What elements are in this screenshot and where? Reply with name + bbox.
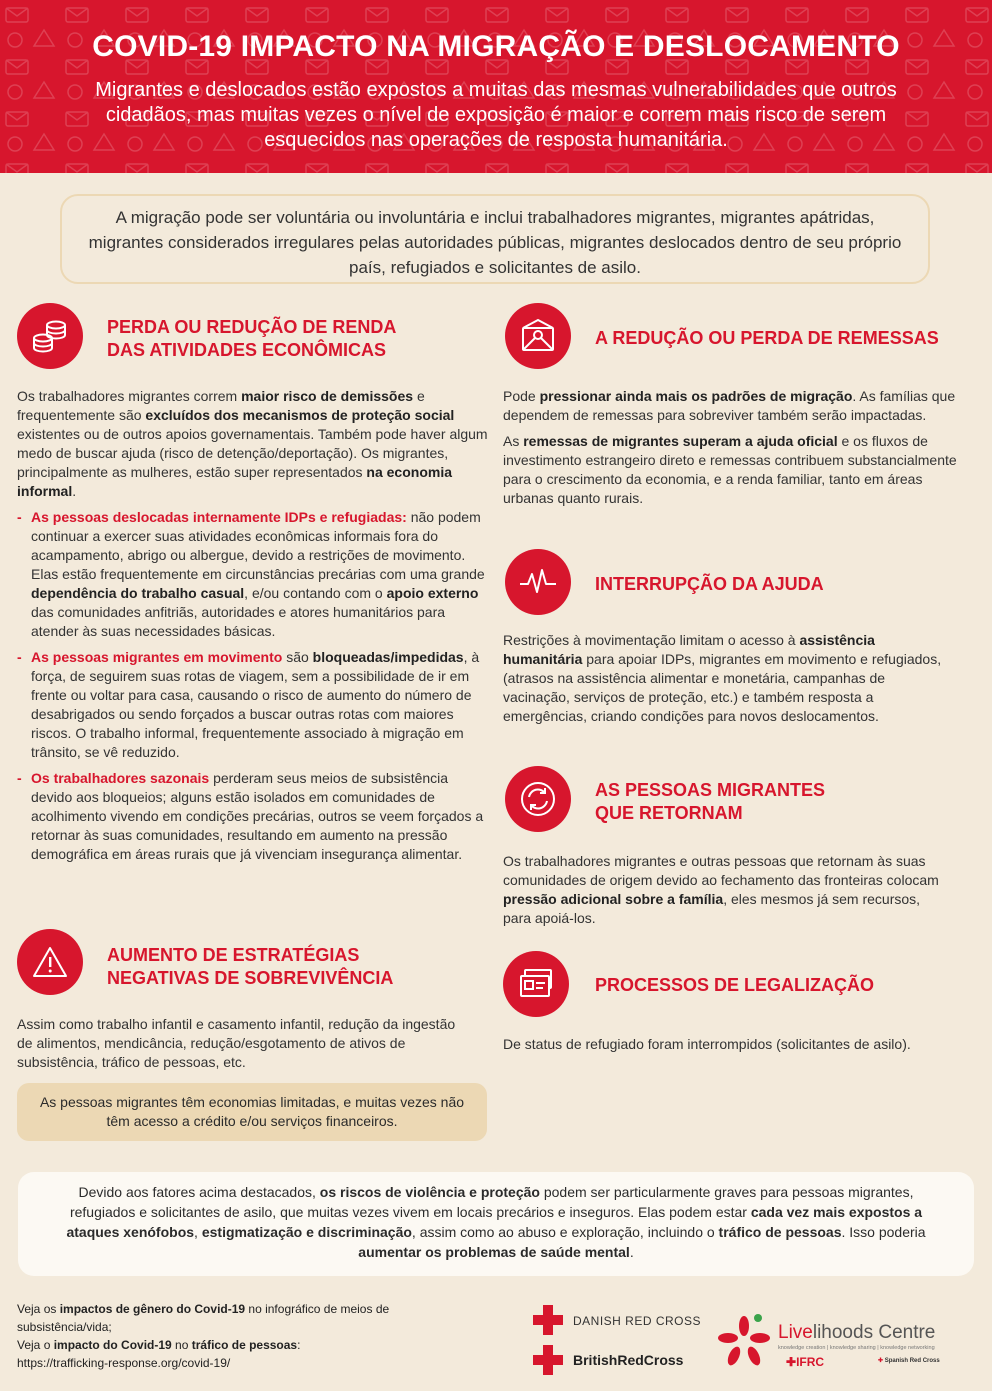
- section-body-remittances: [503, 387, 973, 515]
- livelihoods-centre-tagline: knowledge creation | knowledge sharing | knowledge networking: [778, 1345, 935, 1351]
- livelihoods-centre-logo: [714, 1312, 774, 1372]
- bullet-migrants-moving: - As pessoas migrantes em movimento são bloqueadas/impedidas, à força, de seguirem suas rotas de viagem, sem a possibilidade de ir em frente ou voltar para casa, causando o risco de aumento do número de desabrigados ou sendo forçados a buscar outras rotas com maiores riscos. O trabalho informal, frequentemente associado à migração em trânsito, se vê reduzido.: [17, 649, 480, 760]
- section-title-income: [107, 316, 396, 362]
- envelope-icon: [505, 303, 571, 369]
- livelihoods-centre-label: Livelihoods Centre: [778, 1322, 936, 1343]
- danish-red-cross-label: DANISH RED CROSS: [573, 1314, 702, 1328]
- danish-red-cross-logo: [533, 1305, 563, 1335]
- id-card-icon: [503, 951, 569, 1017]
- section-title-legalization: PROCESSOS DE LEGALIZAÇÃO: [595, 975, 875, 995]
- section-title-aid: INTERRUPÇÃO DA AJUDA: [595, 574, 824, 594]
- paragraph: As remessas de migrantes superam a ajuda oficial e os fluxos de investimento estrangeiro direto e remessas contribuem substancialmente para o crescimento da economia, e a renda familiar, tanto em áreas urbanas quanto rurais.: [503, 433, 957, 506]
- title-line: NEGATIVAS DE SOBREVIVÊNCIA: [107, 968, 394, 988]
- section-body-returning: [503, 852, 943, 935]
- reference-link[interactable]: https://trafficking-response.org/covid-19/: [17, 1356, 231, 1370]
- intro-box: A migração pode ser voluntária ou involuntária e inclui trabalhadores migrantes, migrantes apátridas, migrantes considerados irregulares pelas autoridades públicas, migrantes deslocados dentro de seu próprio país, refugiados e solicitantes de asilo.: [60, 194, 930, 284]
- coins-icon: [17, 303, 83, 369]
- page-subtitle: Migrantes e deslocados estão expostos a muitas das mesmas vulnerabilidades que outros cidadãos, mas muitas vezes o nível de exposição é maior e correm mais risco de serem esquecidos nas operações de resposta humanitária.: [95, 79, 897, 151]
- ifrc-label: ✚IFRC: [786, 1355, 825, 1369]
- conclusion-box: Devido aos fatores acima destacados, os riscos de violência e proteção podem ser particularmente graves para pessoas migrantes, refugiados e solicitantes de asilo, que muitas vezes vivem em locais precários e inseguros. Elas podem estar cada vez mais expostos a ataques xenófobos, estigmatização e discriminação, assim como ao abuso e exploração, incluindo o tráfico de pessoas. Isso poderia aumentar os problemas de saúde mental.: [18, 1172, 974, 1276]
- return-arrows-icon: [505, 766, 571, 832]
- page-title: COVID-19 IMPACTO NA MIGRAÇÃO E DESLOCAMENTO: [92, 30, 900, 63]
- footer-references: [17, 1300, 437, 1372]
- section-body-income: [17, 387, 489, 871]
- paragraph: Os trabalhadores migrantes e outras pessoas que retornam às suas comunidades de origem devido ao fechamento das fronteiras colocam pressão adicional sobre a família, eles mesmos já sem recursos, para apoiá-los.: [503, 853, 939, 926]
- section-body-strategies: Assim como trabalho infantil e casamento infantil, redução da ingestão de alimentos, mendicância, redução/esgotamento de ativos de subsistência, tráfico de pessoas, etc.: [17, 1016, 456, 1070]
- paragraph: Pode pressionar ainda mais os padrões de migração. As famílias que dependem de remessas para sobreviver também serão impactadas.: [503, 388, 956, 423]
- bullet-idps: - As pessoas deslocadas internamente IDPs e refugiadas: não podem continuar a exercer suas atividades econômicas informais fora do acampamento, abrigo ou albergue, devido a restrições de movimento. Elas estão frequentemente em circunstâncias precárias com uma grande dependência do trabalho casual, e/ou contando com o apoio externo das comunidades anfitriãs, autoridades e atores humanitários para atender às suas necessidades básicas.: [17, 509, 485, 639]
- warning-icon: [17, 929, 83, 995]
- section-title-remittances: A REDUÇÃO OU PERDA DE REMESSAS: [595, 328, 939, 348]
- spanish-red-cross-label: ✚ Spanish Red Cross: [878, 1358, 940, 1364]
- section-title-strategies: [107, 944, 393, 990]
- reference-trafficking: Veja o impacto do Covid-19 no tráfico de pessoas:: [17, 1338, 301, 1352]
- reference-gender: Veja os impactos de gênero do Covid-19 no infográfico de meios de subsistência/vida;: [17, 1302, 390, 1334]
- title-line: AS PESSOAS MIGRANTES: [595, 780, 826, 800]
- title-line: PERDA OU REDUÇÃO DE RENDA: [107, 317, 397, 337]
- savings-note: As pessoas migrantes têm economias limitadas, e muitas vezes não têm acesso a crédito e/ou serviços financeiros.: [17, 1083, 487, 1141]
- paragraph: Os trabalhadores migrantes correm maior risco de demissões e frequentemente são excluídos dos mecanismos de proteção social existentes ou de outros apoios governamentais. Também pode haver algum medo de buscar ajuda (risco de detenção/deportação). Os migrantes, principalmente as mulheres, estão super representados na economia informal.: [17, 388, 488, 499]
- title-line: QUE RETORNAM: [595, 803, 743, 823]
- red-cross-icon: ✚: [878, 1358, 884, 1364]
- section-body-legalization: De status de refugiado foram interrompidos (solicitantes de asilo).: [503, 1036, 911, 1052]
- section-title-returning: [595, 779, 825, 825]
- british-red-cross-label: BritishRedCross: [573, 1352, 684, 1368]
- title-line: AUMENTO DE ESTRATÉGIAS: [107, 945, 360, 965]
- header-banner: [0, 0, 992, 173]
- red-cross-icon: ✚: [786, 1355, 797, 1369]
- section-body-aid: [503, 631, 943, 733]
- pulse-icon: [505, 549, 571, 615]
- paragraph: Restrições à movimentação limitam o acesso à assistência humanitária para apoiar IDPs, migrantes em movimento e refugiados, (atrasos na assistência alimentar e monetária, campanhas de vacinação, serviços de proteção, etc.) e também resposta a emergências, criando condições para novos deslocamentos.: [503, 632, 942, 724]
- british-red-cross-logo: [533, 1345, 563, 1375]
- title-line: DAS ATIVIDADES ECONÔMICAS: [107, 340, 387, 360]
- bullet-seasonal: - Os trabalhadores sazonais perderam seus meios de subsistência devido aos bloqueios; alguns estão isolados em comunidades de acolhimento vivendo em condições precárias, outros se veem forçados a retornar às suas comunidades, resultando em aumento na pressão demográfica em áreas rurais que já vivenciam insegurança alimentar.: [17, 770, 484, 862]
